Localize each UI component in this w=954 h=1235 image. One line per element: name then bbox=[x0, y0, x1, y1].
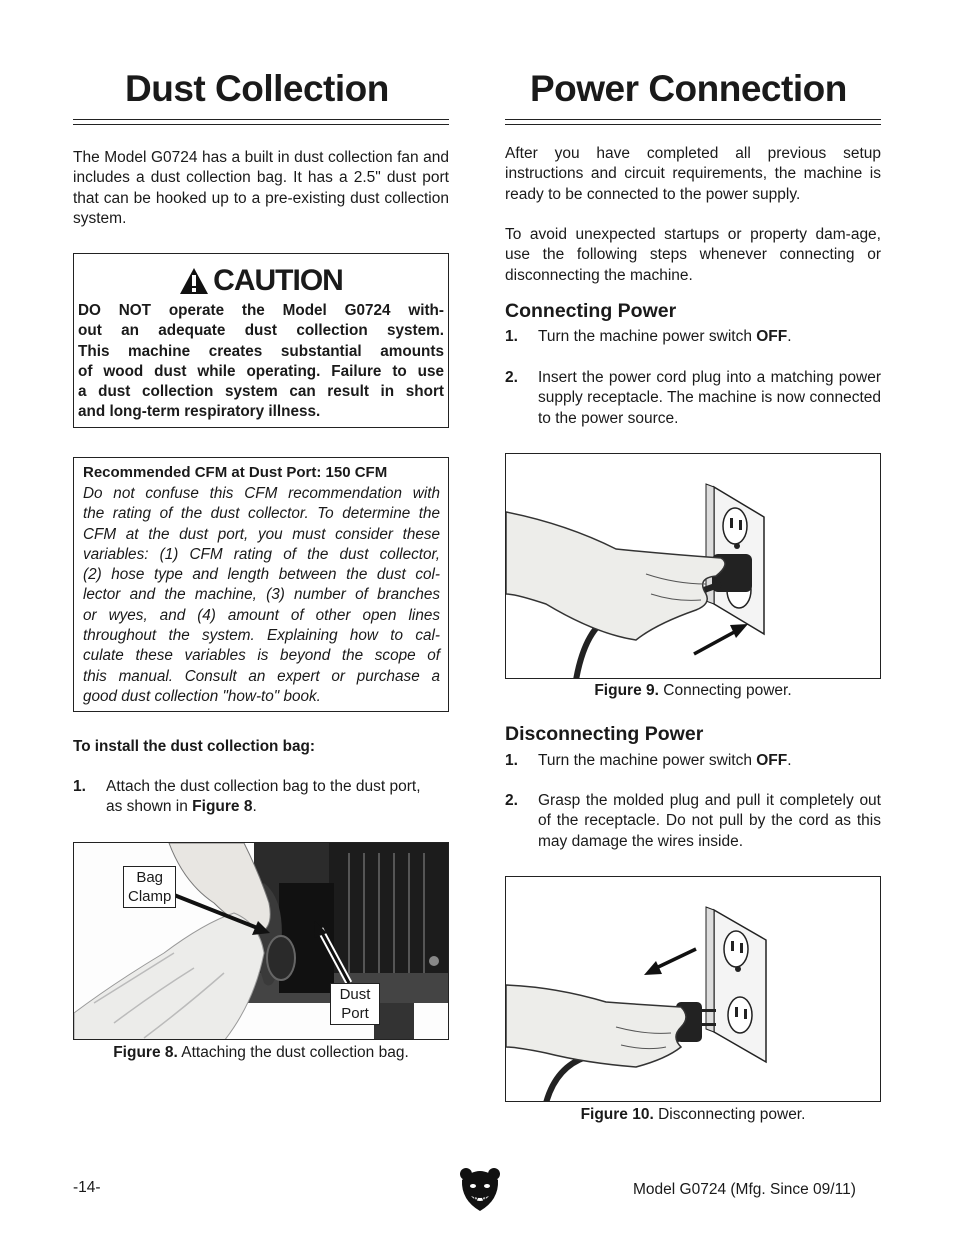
caution-line: a dust collection system can result in short bbox=[78, 383, 444, 401]
bear-logo-icon bbox=[459, 1166, 501, 1212]
figure-9-image bbox=[505, 453, 881, 679]
figure-8-image bbox=[73, 842, 449, 1040]
note-line: culate these variables is beyond the scope of bbox=[83, 647, 440, 665]
figure-9-caption: Figure 9. Connecting power. bbox=[594, 682, 792, 699]
step-number: 1. bbox=[73, 778, 86, 795]
step-text: Insert the power cord plug into a matching power supply receptacle. The machine is now connected to the power source. bbox=[538, 369, 881, 427]
caution-line: This machine creates substantial amounts bbox=[78, 342, 444, 360]
caution-line: out an adequate dust collection system. bbox=[78, 322, 444, 340]
note-line: Do not confuse this CFM recommendation with bbox=[83, 485, 440, 502]
note-line: good dust collection "how-to" book. bbox=[83, 687, 321, 705]
connecting-power-heading: Connecting Power bbox=[505, 300, 677, 322]
title-rule bbox=[505, 119, 881, 125]
step-text: Grasp the molded plug and pull it completely out of the receptacle. Do not pull by the cord as this may damage the wires inside. bbox=[538, 792, 881, 850]
warning-triangle-icon bbox=[179, 267, 209, 295]
caution-line: and long-term respiratory illness. bbox=[78, 403, 321, 421]
note-line: variables: (1) CFM rating of the dust collector, bbox=[83, 545, 440, 563]
cfm-note-box bbox=[73, 457, 449, 712]
note-line: or wyes, and (4) amount of other open lines bbox=[83, 606, 440, 624]
step-number: 1. bbox=[505, 328, 518, 345]
install-heading: To install the dust collection bag: bbox=[73, 738, 315, 755]
figure-8-caption: Figure 8. Attaching the dust collection bag. bbox=[113, 1044, 409, 1061]
note-line: the rating of the dust collector. To determine the bbox=[83, 505, 440, 523]
step-text: Attach the dust collection bag to the dust port, bbox=[106, 778, 421, 795]
note-line: lector and the machine, (3) number of branches bbox=[83, 586, 440, 604]
caution-line: DO NOT operate the Model G0724 with- bbox=[78, 302, 444, 319]
note-line: (2) hose type and length between the dust col- bbox=[83, 566, 440, 584]
power-para-2: To avoid unexpected startups or property dam-age, use the following steps whenever connecting or disconnecting the machine. bbox=[505, 226, 881, 284]
dust-intro: The Model G0724 has a built in dust collection fan and includes a dust collection bag. It has a 2.5" dust port that can be hooked up to a pre-existing dust collection system. bbox=[73, 149, 449, 227]
caution-line: of wood dust while operating. Failure to use bbox=[78, 362, 444, 380]
figure-10-caption: Figure 10. Disconnecting power. bbox=[580, 1106, 806, 1123]
plug-in-illustration bbox=[506, 454, 881, 679]
figure-10-image bbox=[505, 876, 881, 1102]
caution-text bbox=[78, 301, 444, 423]
step-number: 1. bbox=[505, 752, 518, 769]
disconnecting-power-heading: Disconnecting Power bbox=[505, 723, 704, 745]
page-number: -14- bbox=[73, 1179, 101, 1196]
step-number: 2. bbox=[505, 369, 518, 386]
power-connection-title: Power Connection bbox=[530, 68, 847, 109]
unplug-illustration bbox=[506, 877, 881, 1102]
note-line: this manual. Consult an expert or purchase a bbox=[83, 667, 440, 685]
title-rule bbox=[73, 119, 449, 125]
caution-box bbox=[73, 253, 449, 428]
bag-clamp-callout: Bag Clamp bbox=[123, 866, 176, 908]
step-number: 2. bbox=[505, 792, 518, 809]
cfm-note-title: Recommended CFM at Dust Port: 150 CFM bbox=[83, 464, 388, 481]
caution-label: CAUTION bbox=[213, 264, 343, 297]
power-para-1: After you have completed all previous setup instructions and circuit requirements, the machine is ready to be connected to the power supply. bbox=[505, 145, 881, 203]
caution-heading bbox=[74, 264, 448, 298]
model-footer: Model G0724 (Mfg. Since 09/11) bbox=[633, 1181, 856, 1198]
dust-collection-title: Dust Collection bbox=[125, 68, 389, 109]
step-text-2: as shown in Figure 8. bbox=[106, 798, 257, 816]
note-line: throughout the system. Explaining how to cal- bbox=[83, 627, 440, 645]
note-line: CFM at the dust port, you must consider these bbox=[83, 525, 440, 543]
dust-port-callout: Dust Port bbox=[330, 983, 380, 1025]
cfm-note-body bbox=[83, 484, 440, 707]
